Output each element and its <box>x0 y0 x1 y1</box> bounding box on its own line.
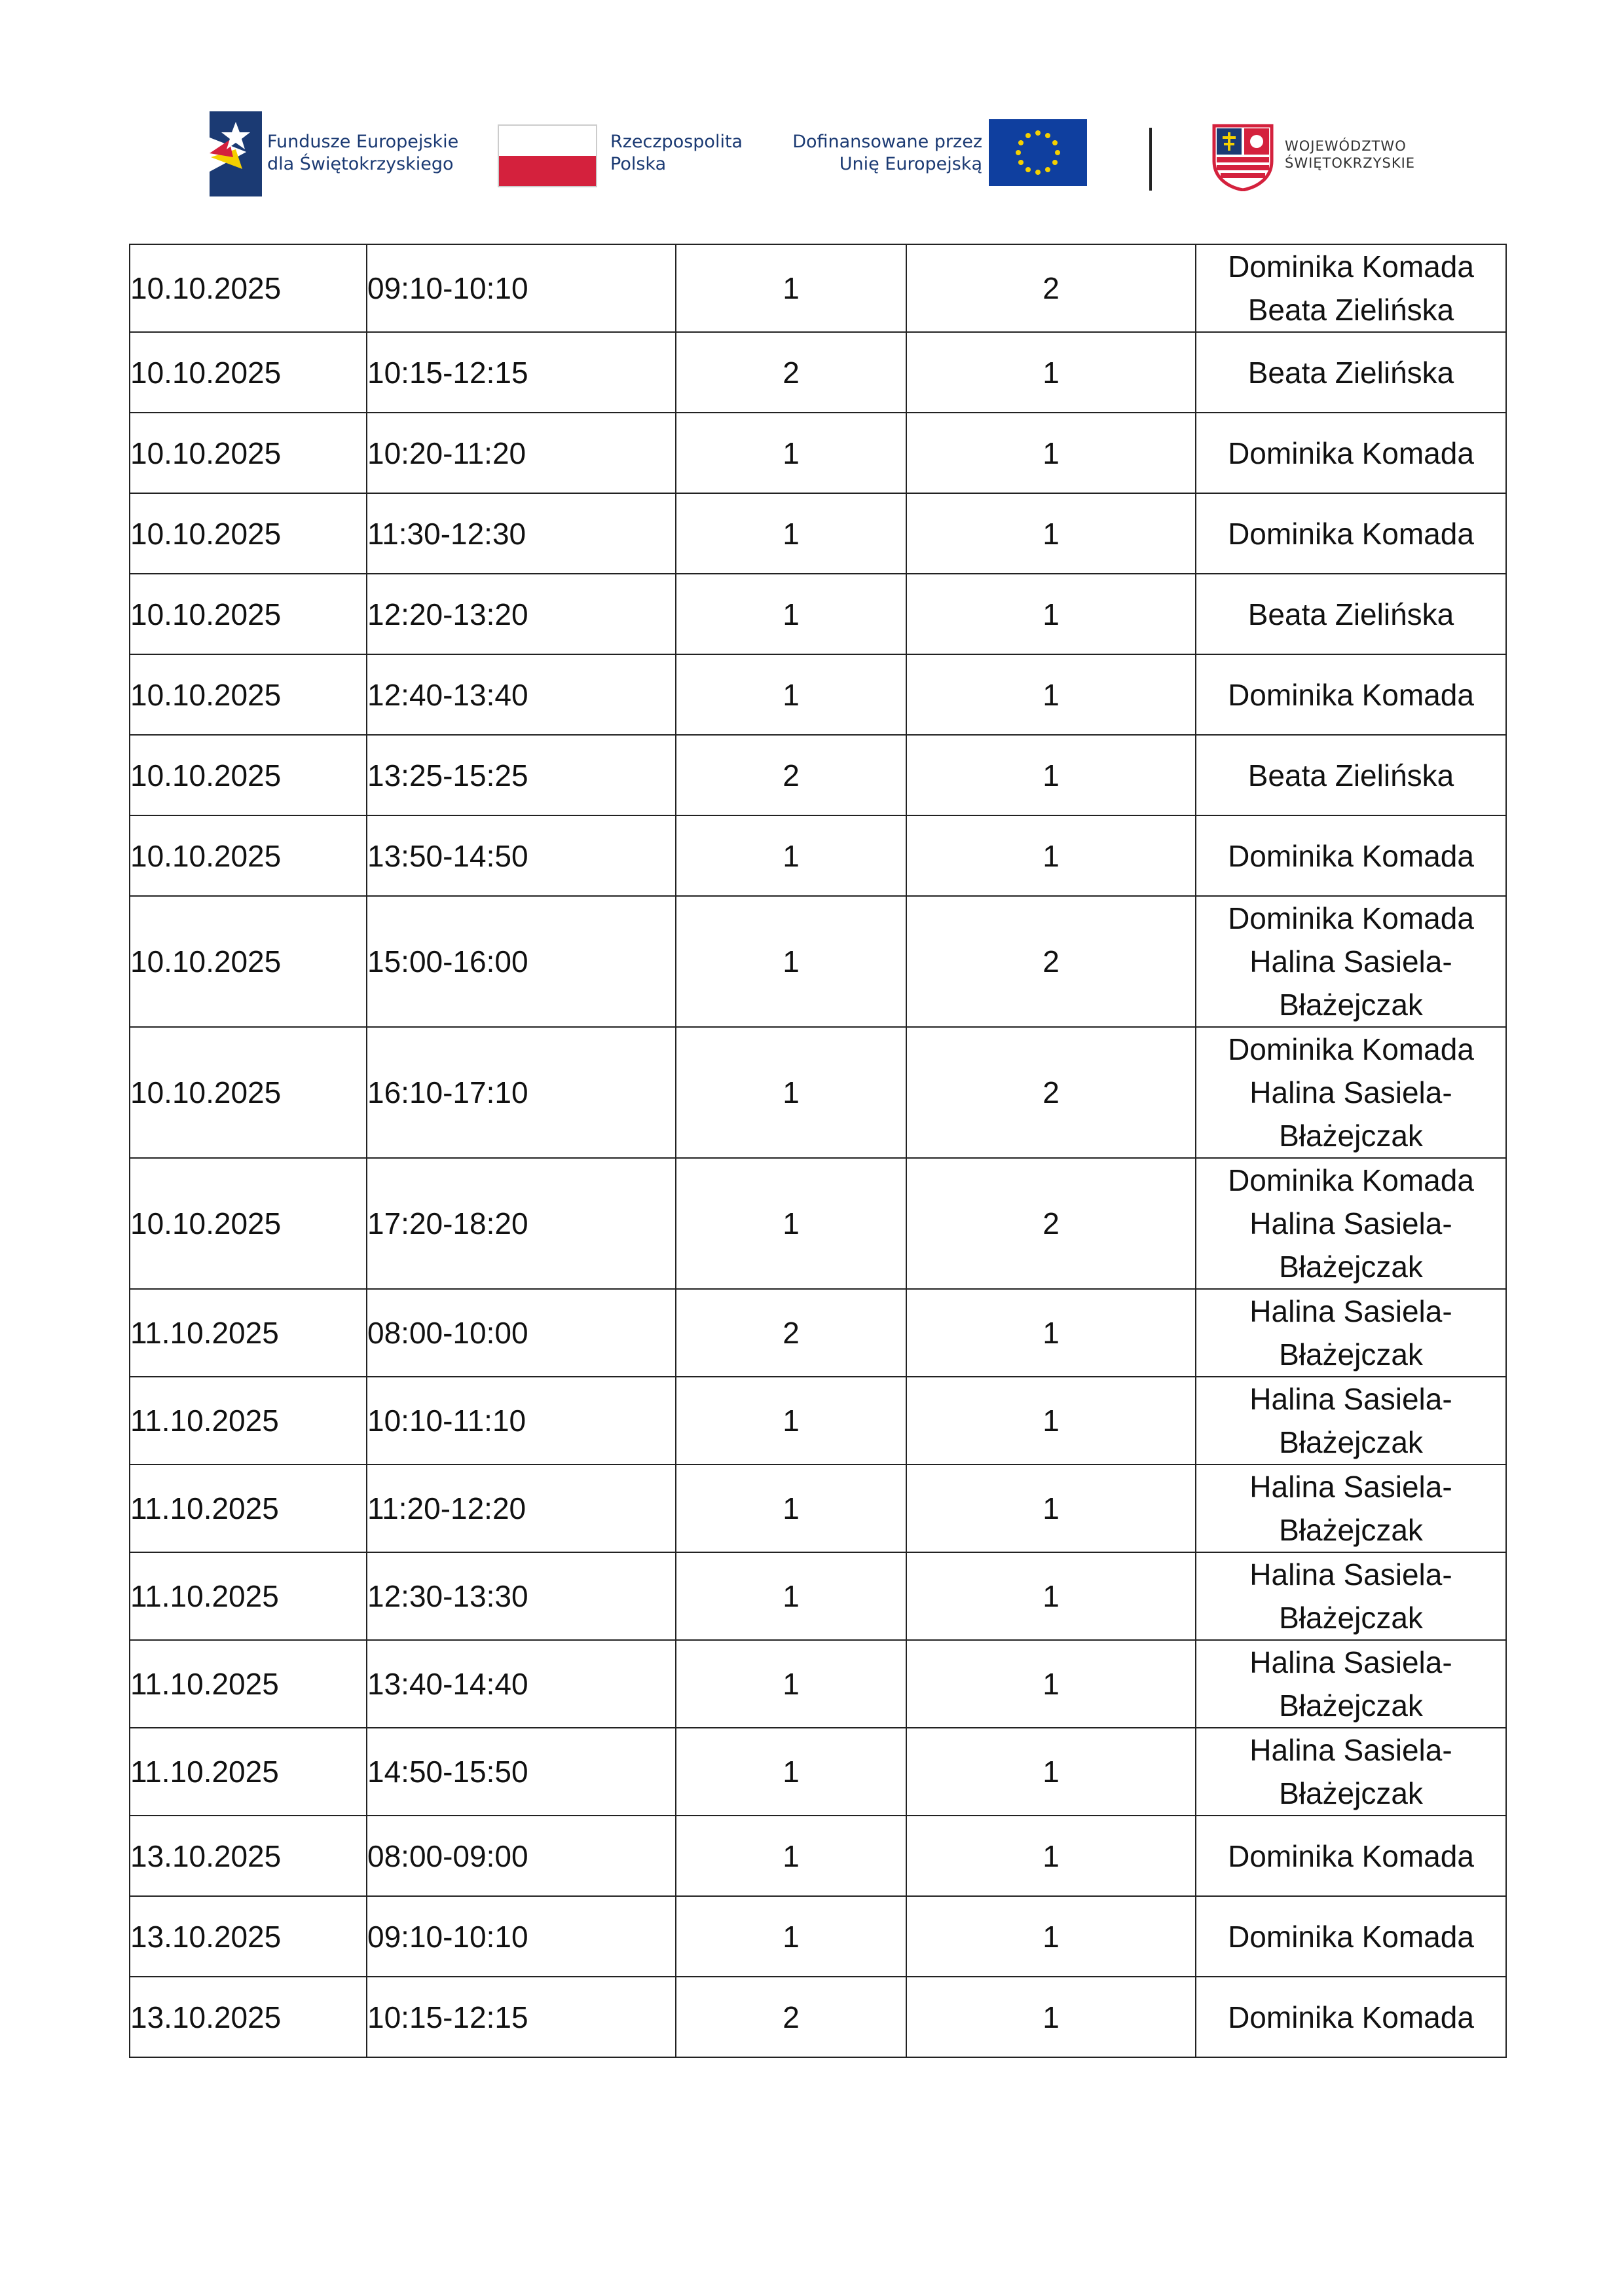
trainer-name: Błażejczak <box>1279 1337 1423 1371</box>
trainer-name: Beata Zielińska <box>1247 597 1454 631</box>
hours-cell: 1 <box>676 1640 906 1728</box>
table-row <box>130 332 1506 413</box>
rzeczpospolita-polska-logo <box>498 111 747 196</box>
count-cell: 1 <box>906 493 1196 574</box>
hours-cell: 1 <box>676 1896 906 1977</box>
hours-cell: 1 <box>676 1728 906 1816</box>
logo-bar <box>0 0 1624 236</box>
trainer-name: Halina Sasiela- <box>1249 1206 1452 1241</box>
date-cell: 10.10.2025 <box>130 815 367 896</box>
count-cell: 2 <box>906 896 1196 1027</box>
eu-flag-icon <box>989 119 1087 186</box>
count-cell: 1 <box>906 1289 1196 1377</box>
trainer-cell <box>1196 735 1506 815</box>
time-cell: 13:50-14:50 <box>367 815 676 896</box>
fundusze-europejskie-logo <box>210 111 498 196</box>
trainer-name: Halina Sasiela- <box>1249 1075 1452 1110</box>
count-cell: 1 <box>906 1552 1196 1640</box>
hours-cell: 1 <box>676 244 906 332</box>
time-cell: 15:00-16:00 <box>367 896 676 1027</box>
trainer-name: Błażejczak <box>1279 1601 1423 1635</box>
hours-cell: 2 <box>676 1289 906 1377</box>
time-cell: 10:15-12:15 <box>367 332 676 413</box>
hours-cell: 1 <box>676 654 906 735</box>
table-row <box>130 1640 1506 1728</box>
trainer-cell <box>1196 1816 1506 1896</box>
date-cell: 10.10.2025 <box>130 1158 367 1289</box>
table-row <box>130 1027 1506 1158</box>
trainer-name: Błażejczak <box>1279 1425 1423 1459</box>
table-row <box>130 1377 1506 1465</box>
time-cell: 13:40-14:40 <box>367 1640 676 1728</box>
time-cell: 10:10-11:10 <box>367 1377 676 1465</box>
trainer-name: Dominika Komada <box>1228 516 1474 551</box>
hours-cell: 1 <box>676 1552 906 1640</box>
table-row <box>130 413 1506 493</box>
time-cell: 12:30-13:30 <box>367 1552 676 1640</box>
time-cell: 14:50-15:50 <box>367 1728 676 1816</box>
woj-logo-line1: WOJEWÓDZTWO <box>1285 138 1407 154</box>
logo-separator <box>1149 128 1152 191</box>
trainer-name: Dominika Komada <box>1228 1838 1474 1873</box>
date-cell: 11.10.2025 <box>130 1465 367 1552</box>
trainer-name: Błażejczak <box>1279 1250 1423 1284</box>
table-row <box>130 896 1506 1027</box>
trainer-cell <box>1196 1465 1506 1552</box>
trainer-name: Błażejczak <box>1279 1513 1423 1547</box>
trainer-cell <box>1196 1896 1506 1977</box>
trainer-cell <box>1196 493 1506 574</box>
trainer-name: Dominika Komada <box>1228 1032 1474 1066</box>
trainer-cell <box>1196 896 1506 1027</box>
hours-cell: 1 <box>676 413 906 493</box>
hours-cell: 2 <box>676 735 906 815</box>
date-cell: 11.10.2025 <box>130 1377 367 1465</box>
time-cell: 13:25-15:25 <box>367 735 676 815</box>
trainer-name: Halina Sasiela- <box>1249 1470 1452 1504</box>
time-cell: 12:40-13:40 <box>367 654 676 735</box>
trainer-name: Beata Zielińska <box>1247 355 1454 390</box>
date-cell: 10.10.2025 <box>130 332 367 413</box>
trainer-name: Halina Sasiela- <box>1249 1733 1452 1767</box>
date-cell: 10.10.2025 <box>130 1027 367 1158</box>
trainer-name: Halina Sasiela- <box>1249 944 1452 979</box>
trainer-name: Błażejczak <box>1279 1776 1423 1810</box>
table-row <box>130 1158 1506 1289</box>
date-cell: 11.10.2025 <box>130 1289 367 1377</box>
time-cell: 08:00-10:00 <box>367 1289 676 1377</box>
count-cell: 1 <box>906 815 1196 896</box>
trainer-name: Halina Sasiela- <box>1249 1294 1452 1328</box>
trainer-name: Dominika Komada <box>1228 838 1474 873</box>
trainer-cell <box>1196 1377 1506 1465</box>
date-cell: 10.10.2025 <box>130 654 367 735</box>
date-cell: 11.10.2025 <box>130 1552 367 1640</box>
time-cell: 10:20-11:20 <box>367 413 676 493</box>
hours-cell: 2 <box>676 1977 906 2057</box>
schedule-table <box>129 244 1507 2058</box>
table-row <box>130 1552 1506 1640</box>
trainer-name: Dominika Komada <box>1228 2000 1474 2034</box>
date-cell: 10.10.2025 <box>130 735 367 815</box>
trainer-name: Halina Sasiela- <box>1249 1645 1452 1679</box>
trainer-cell <box>1196 654 1506 735</box>
date-cell: 10.10.2025 <box>130 574 367 654</box>
time-cell: 09:10-10:10 <box>367 1896 676 1977</box>
trainer-cell <box>1196 1027 1506 1158</box>
schedule-table-body <box>130 244 1506 2057</box>
table-row <box>130 815 1506 896</box>
count-cell: 1 <box>906 574 1196 654</box>
table-row <box>130 654 1506 735</box>
table-row <box>130 1728 1506 1816</box>
hours-cell: 1 <box>676 493 906 574</box>
date-cell: 10.10.2025 <box>130 244 367 332</box>
time-cell: 12:20-13:20 <box>367 574 676 654</box>
ue-logo-line2: Unię Europejską <box>839 154 982 174</box>
hours-cell: 1 <box>676 1158 906 1289</box>
table-row <box>130 1977 1506 2057</box>
hours-cell: 1 <box>676 1377 906 1465</box>
trainer-cell <box>1196 1977 1506 2057</box>
date-cell: 11.10.2025 <box>130 1728 367 1816</box>
count-cell: 1 <box>906 1465 1196 1552</box>
table-row <box>130 244 1506 332</box>
trainer-name: Beata Zielińska <box>1247 293 1454 327</box>
table-row <box>130 1896 1506 1977</box>
unia-europejska-logo <box>779 111 1087 196</box>
trainer-cell <box>1196 413 1506 493</box>
table-row <box>130 735 1506 815</box>
count-cell: 1 <box>906 1977 1196 2057</box>
table-row <box>130 574 1506 654</box>
hours-cell: 1 <box>676 574 906 654</box>
time-cell: 08:00-09:00 <box>367 1816 676 1896</box>
hours-cell: 1 <box>676 815 906 896</box>
count-cell: 1 <box>906 735 1196 815</box>
count-cell: 1 <box>906 1816 1196 1896</box>
table-row <box>130 1465 1506 1552</box>
trainer-name: Błażejczak <box>1279 1119 1423 1153</box>
trainer-name: Błażejczak <box>1279 1689 1423 1723</box>
trainer-name: Dominika Komada <box>1228 250 1474 284</box>
coat-of-arms-icon <box>1211 123 1274 191</box>
trainer-name: Błażejczak <box>1279 988 1423 1022</box>
hours-cell: 1 <box>676 1816 906 1896</box>
trainer-cell <box>1196 1289 1506 1377</box>
fe-logo-line1: Fundusze Europejskie <box>267 132 459 152</box>
fe-star-icon <box>210 111 262 196</box>
polish-flag-icon <box>498 124 597 187</box>
count-cell: 2 <box>906 1158 1196 1289</box>
woj-logo-line2: ŚWIĘTOKRZYSKIE <box>1285 155 1416 171</box>
ue-logo-line1: Dofinansowane przez <box>792 132 982 152</box>
hours-cell: 1 <box>676 1027 906 1158</box>
count-cell: 1 <box>906 1896 1196 1977</box>
date-cell: 10.10.2025 <box>130 413 367 493</box>
time-cell: 17:20-18:20 <box>367 1158 676 1289</box>
date-cell: 11.10.2025 <box>130 1640 367 1728</box>
time-cell: 11:30-12:30 <box>367 493 676 574</box>
trainer-name: Dominika Komada <box>1228 901 1474 935</box>
wojewodztwo-swietokrzyskie-logo <box>1211 111 1428 196</box>
count-cell: 1 <box>906 413 1196 493</box>
hours-cell: 1 <box>676 1465 906 1552</box>
trainer-name: Halina Sasiela- <box>1249 1558 1452 1592</box>
time-cell: 10:15-12:15 <box>367 1977 676 2057</box>
table-row <box>130 493 1506 574</box>
trainer-cell <box>1196 574 1506 654</box>
count-cell: 1 <box>906 1377 1196 1465</box>
trainer-name: Halina Sasiela- <box>1249 1382 1452 1416</box>
trainer-name: Dominika Komada <box>1228 677 1474 712</box>
table-row <box>130 1289 1506 1377</box>
rp-logo-line1: Rzeczpospolita <box>610 132 743 152</box>
date-cell: 13.10.2025 <box>130 1816 367 1896</box>
date-cell: 13.10.2025 <box>130 1896 367 1977</box>
trainer-cell <box>1196 332 1506 413</box>
date-cell: 13.10.2025 <box>130 1977 367 2057</box>
time-cell: 09:10-10:10 <box>367 244 676 332</box>
trainer-cell <box>1196 1640 1506 1728</box>
date-cell: 10.10.2025 <box>130 493 367 574</box>
trainer-cell <box>1196 1552 1506 1640</box>
date-cell: 10.10.2025 <box>130 896 367 1027</box>
table-row <box>130 1816 1506 1896</box>
fe-logo-line2: dla Świętokrzyskiego <box>267 154 454 174</box>
trainer-cell <box>1196 1728 1506 1816</box>
trainer-name: Dominika Komada <box>1228 436 1474 470</box>
trainer-cell <box>1196 815 1506 896</box>
count-cell: 1 <box>906 1728 1196 1816</box>
count-cell: 2 <box>906 244 1196 332</box>
trainer-name: Dominika Komada <box>1228 1163 1474 1197</box>
time-cell: 11:20-12:20 <box>367 1465 676 1552</box>
trainer-name: Dominika Komada <box>1228 1919 1474 1954</box>
time-cell: 16:10-17:10 <box>367 1027 676 1158</box>
count-cell: 1 <box>906 654 1196 735</box>
trainer-cell <box>1196 1158 1506 1289</box>
trainer-name: Beata Zielińska <box>1247 758 1454 793</box>
trainer-cell <box>1196 244 1506 332</box>
count-cell: 2 <box>906 1027 1196 1158</box>
count-cell: 1 <box>906 1640 1196 1728</box>
hours-cell: 2 <box>676 332 906 413</box>
rp-logo-line2: Polska <box>610 154 667 174</box>
hours-cell: 1 <box>676 896 906 1027</box>
count-cell: 1 <box>906 332 1196 413</box>
